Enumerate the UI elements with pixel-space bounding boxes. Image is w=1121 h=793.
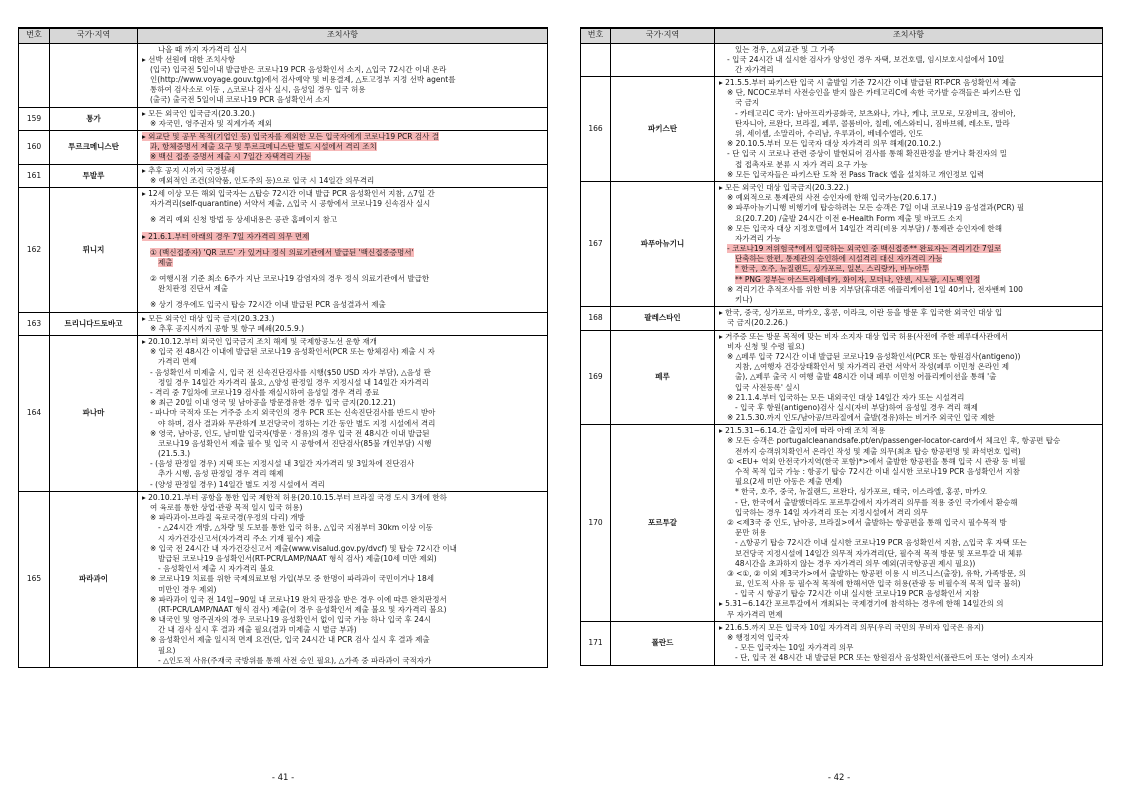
table-row [19,336,548,492]
measure-line: - 단 입국 시 코로나 관련 증상이 발현되어 검사를 통해 확진판정을 받거나 확진자의 밀 [727,149,1008,159]
measure-line: - 격리 중 7일차에 코로나19 검사를 재실시하여 음성일 경우 격리 종료 [150,387,380,397]
page-number: - 42 - [827,773,851,783]
header-no: 번호 [581,28,611,43]
header-measures: 조치사항 [715,28,1103,43]
measure-line [719,275,1098,285]
measure-line: 48시간을 초과하지 않는 경우 자가격리 의무 예외(귀국항공권 제시 필요)) [735,558,976,568]
header-no: 번호 [19,28,50,43]
table-row [581,621,1103,665]
measure-line: 필요(2세 미만 아동은 제출 면제) [735,477,843,487]
measure-line: - △항공기 탑승 72시간 이내 실시한 코로나19 PCR 음성확인서 지참, △입국 후 자택 또는 [735,538,1027,548]
country-name: 팔레스타인 [611,307,715,330]
measure-line: - (음성 판정일 경우) 지택 또는 지정시설 내 3일간 자가격리 및 3일차에 진단검사 [150,459,415,469]
page-42 [580,27,1103,666]
measure-line: - 단, 입국 전 48시간 내 발급된 PCR 또는 항원검사 음성확인서(폴란드어 또는 영어) 소지자 [735,653,1034,663]
measure-line: 자가격리 가능 [735,233,781,243]
row-number [19,43,50,107]
measure-line: 국 금지(20.2.26.) [727,318,788,328]
measure-line: ※ 코로나19 치료를 위한 국제의료보험 가입(부모 중 한명이 파라과이 국민이거나 18세 [150,574,434,584]
country-name: 파키스탄 [611,77,715,182]
measure-line: - (양성 판정일 경우) 14일간 별도 지정 시설에서 격리 [150,479,325,489]
country-name: 트리니다드토바고 [50,312,138,335]
measure-line: ▸ 한국, 중국, 싱가포르, 마카오, 홍콩, 이라크, 이란 등을 방문 후 입국한 외국인 대상 입 [719,308,1003,318]
measure-line [142,132,543,142]
highlighted-text: ① (백신접종자) 'QR 코드' 가 있거나 정식 의료기관에서 발급된 '백신접종증명서' [150,247,414,257]
measure-line [719,254,1098,264]
row-number: 166 [581,77,611,182]
measure-line: ※ 21.5.30.까지 인도/남아공/브라질에서 출발(경유)하는 비거주 외국인 입국 제한 [727,413,995,423]
table-row [19,131,548,165]
measure-line: 비자 신청 및 수령 필요) [727,341,805,351]
table-row [19,312,548,335]
table-row [581,330,1103,425]
measure-line: 가격리 면제 [158,357,197,367]
measure-line: 나올 때 까지 자가격리 실시 [158,44,248,54]
measure-line: 료, 인도적 사유 등 필수적 목적에 한해서만 입국 허용(관광 등 비필수적 목적 입국 불허) [735,579,1021,589]
header-measures: 조치사항 [138,28,548,43]
country-name: 통가 [50,107,138,130]
measure-line: ▸ 12세 이상 모든 해외 입국자는 △탑승 72시간 이내 발급 PCR 음성확인서 지참, △7일 간 [142,188,435,198]
measure-line: ※ 모든 승객은 portugalcleanandsafe.pt/en/passenger-locator-card에서 체크인 후, 항공편 탑승 [727,436,1061,446]
measure-line: (출국) 출국전 5일이내 코로나19 PCR 음성확인서 소지 [150,95,330,105]
highlighted-text: 단축하는 한편, 통제관의 승인하에 시설격리 대신 자가격리 가능 [735,254,943,264]
measure-line: 발급된 코로나19 음성확인서(RT-PCR/LAMP/NAAT 형식 검사) 제출(10세 미만 제외) [158,553,437,563]
row-number: 164 [19,336,50,492]
measure-line: 입국하는 경우 14일 자가격리 또는 지정시설에서 격리 의무 [735,507,928,517]
row-number: 165 [19,491,50,667]
table-row [581,77,1103,182]
measure-line: 출), △페루 출국 시 여행 출발 48시간 이내 페루 이민청 어플리케이션을 통해 '출 [735,372,997,382]
measures-table-page-42 [580,27,1103,666]
measure-line: ※ 파라과이-브라질 육로국경(우정의 다리) 개방 [150,513,305,523]
measure-line [719,244,1098,254]
measure-line: ※ 격리 예외 신청 방법 등 상세내용은 공관 홈페이지 참고 [150,215,338,225]
measure-line: ※ 예외적인 조건(의약품, 인도주의 등)으로 입국 시 14일간 의무격리 [150,175,375,185]
country-name: 포르투갈 [611,425,715,622]
measure-line: ※ 단, NCOC로부터 사전승인을 받지 않은 카테고리C에 속한 국가발 승객들은 파키스탄 입 [727,88,1021,98]
measure-line: (입국) 입국전 5일이내 발급받은 코로나19 PCR 음성확인서 소지, △입국 72시간 이내 온라 [150,64,447,74]
table-row [19,107,548,130]
row-number: 163 [19,312,50,335]
measure-line: ※ 모든 입국자 대상 지정호텔에서 14일간 격리(비용 지부담) / 통제관 승인자에 한해 [727,223,1003,233]
measure-line [142,232,543,242]
country-name [611,43,715,77]
country-name [50,43,138,107]
row-number: 160 [19,131,50,165]
row-number [581,43,611,77]
measure-line: 통하여 검사소로 이동 , △코로나 검사 실시, 음성일 경우 입국 허용 [150,85,366,95]
measures-table-page-41 [18,27,548,668]
measure-line [719,264,1098,274]
measure-line: 요(20.7.20) /출발 24시간 이전 e-Health Form 제출 및 바코드 소지 [735,213,963,223]
measure-line: ② 여행시점 기준 최소 6주가 지난 코로나19 감염자의 경우 정식 의료기관에서 발급한 [150,274,430,284]
measure-line: - 카테고리C 국가: 남아프리카공화국, 보츠와나, 가나, 케냐, 코모로, 모잠비크, 잠비아, [735,108,1016,118]
highlighted-text: - 코로나19 저위험국*에서 입국하는 외국인 중 백신접종** 완료자는 격리기간 7일로 [727,244,1002,254]
table-row [19,164,548,187]
measure-line: ▸ 21.5.5.부터 파키스탄 입국 시 출발일 기준 72시간 이내 발급된 RT-PCR 음성확인서 제출 [719,78,1017,88]
measures-cell [715,330,1103,425]
measure-line: ※ 추후 공지시까지 공항 및 항구 폐쇄(20.5.9.) [150,323,305,333]
measure-line: - 모든 입국자는 10일 자가격리 의무 [735,643,854,653]
measure-line: ① <EU+ 역외 안전국가지역(한국 포함)*>에서 출발한 항공편을 통해 입국 시 관광 등 비필 [727,456,1026,466]
measure-line: ▸ 20.10.21.부터 공항을 통한 입국 제한적 허용(20.10.15.부터 브라질 국경 도시 3개에 한하 [142,492,447,502]
page-number: - 41 - [271,773,295,783]
highlighted-text: ** PNG 정부는 아스트라제네카, 화이자, 모더나, 얀센, 시노팜, 시노백 인정 [735,274,981,284]
measure-line: 미만인 경우 제외) [158,584,217,594]
measure-line: - 입국 후 항원(antigeno)검사 실시(자비 부담)하여 음성일 경우 격리 해제 [735,402,978,412]
measure-line: ③ <①, ② 이외 제3국가>에서 출발하는 항공편 이용 시 비즈니스(출장), 유학, 가족방문, 의 [727,568,1026,578]
measure-line: ※ 파라과이 입국 전 14일~90일 내 코로나19 완치 판정을 받은 경우 이에 따른 완치판정서 [150,594,447,604]
page-41 [18,27,548,668]
header-country: 국가·지역 [611,28,715,43]
measure-line: ▸ 선박 선원에 대한 조치사항 [142,54,235,64]
measure-line: 키나) [735,295,753,304]
measure-line [142,258,543,268]
row-number: 171 [581,621,611,665]
measures-cell [138,187,548,312]
measure-line: (21.5.3.) [158,449,191,459]
measure-line: ※ 영국, 남아공, 인도, 남미발 입국자(방문 · 경유)의 경우 입국 전 48시간 이내 발급된 [150,428,430,438]
measures-cell [138,336,548,492]
country-name: 파나마 [50,336,138,492]
measure-line: ※ 모든 입국자들은 파키스탄 도착 전 Pass Track 앱을 설치하고 개인정보 입력 [727,169,985,179]
measure-line: ※ 행정지역 입국자 [727,633,789,642]
measure-line: - 입국 시 항공기 탑승 72시간 이내 실시한 코로나19 PCR 음성확인서 지참 [735,589,980,599]
measure-line [142,152,543,162]
row-number: 170 [581,425,611,622]
highlighted-text: 과, 항체증명서 제출 요구 및 투르크메니스탄 별도 시설에서 격리 조치 [150,142,377,152]
measure-line: 완치판정 진단서 제출 [158,284,228,294]
measures-cell [715,425,1103,622]
measure-line: - △24시간 개방, △차량 및 도보를 통한 입국 허용, △입국 지점부터 30km 이상 이동 [158,523,433,533]
measures-cell [138,491,548,667]
measure-line: ▸ 21.6.5.까지 모든 입국자 10일 자가격리 의무(우리 국민의 무비자 입국은 유지) [719,622,984,632]
measure-line: 문만 허용 [735,528,767,538]
measure-line: 추가 시행, 음성 판정일 경우 격리 해제 [158,469,284,479]
table-row [581,307,1103,330]
measure-line: 보건당국 지정시설에 14일간 의무적 자가격리(단, 필수적 목적 방문 및 포르투갈 내 체류 [735,548,1023,558]
measure-line: 접 접촉자로 분류 시 자가 격리 요구 가능 [735,159,868,169]
highlighted-text: ▸ 21.6.1.부터 아래의 경우 7일 자가격리 의무 면제 [142,231,310,241]
measure-line: ▸ 20.10.12.부터 외국인 입국금지 조치 해제 및 국제항공노선 운항 재개 [142,337,377,346]
measure-line: ▸ 21.5.31~6.14.간 출입지에 따라 아래 조치 적용 [719,426,886,436]
table-header-row [581,28,1103,43]
measure-line: - 파나마 국적자 또는 거주증 소지 외국인의 경우 PCR 또는 신속진단검사를 반드시 받아 [150,408,436,418]
measure-line: ※ 상기 경우에도 입국시 탑승 72시간 이내 발급된 PCR 음성결과서 제출 [150,300,386,310]
table-row [581,425,1103,622]
measure-line: 입국 사전등록' 실시 [735,382,800,392]
measure-line: 필요) [158,645,176,655]
measures-cell [138,43,548,107]
measure-line: 국 금지 [735,98,760,108]
measure-line: ※ 내국인 및 영주권자의 경우 코로나19 음성확인서 없이 입국 가능 하나 입국 후 24시 [150,615,431,625]
row-number: 168 [581,307,611,330]
row-number: 159 [19,107,50,130]
row-number: 162 [19,187,50,312]
measure-line: 자가격리(self-quarantine) 서약서 제출, △입국 시 공항에서 코로나19 신속검사 실시 [150,199,431,209]
measure-line: ▸ 추후 공지 시까지 국경봉쇄 [142,165,235,175]
measure-line: 지참, △여행자 건강상태확인서 및 자가격리 관련 서약서 작성(페루 이민청 온라인 제 [735,362,1010,372]
measure-line: ※ 입국 전 48시간 이내에 발급된 코로나19 음성확인서(PCR 또는 항체검사) 제출 시 자 [150,347,435,357]
measures-cell [138,164,548,187]
measures-cell [715,181,1103,306]
highlighted-text: 제출 [158,257,173,267]
measure-line: 코로나19 음성확인서 제출 필수 및 입국 시 공항에서 진단검사(85불 개인부담) 시행 [158,438,432,448]
measure-line: - 음성확인서 제출 시 자가격리 불요 [158,564,275,574]
measure-line: ▸ 거주증 또는 방문 목적에 맞는 비자 소지자 대상 입국 허용(사전에 주한 페루대사관에서 [719,331,1008,341]
country-name: 투르크메니스탄 [50,131,138,165]
measure-line: ▸ 모든 외국인 대상 입국금지(20.3.22.) [719,182,849,192]
measure-line: - 음성확인서 미제출 시, 입국 전 신속진단검사를 시행($50 USD 자가 부담), △음성 판 [150,367,431,377]
measure-line [142,142,543,152]
row-number: 169 [581,330,611,425]
table-row [19,187,548,312]
measures-cell [715,307,1103,330]
measure-line: 간 자가격리 [735,64,774,74]
measure-line [142,248,543,258]
measure-line: - 입국 24시간 내 실시한 검사가 양성인 경우 자택, 보건호텔, 임시보호시설에서 10일 [727,54,1005,64]
measure-line: ▸ 5.31~6.14간 포르투갈에서 개최되는 국제경기에 참석하는 경우에 한해 14일간의 의 [719,599,1004,609]
measure-line: - △인도적 사유(주재국 국방위를 통해 사전 승인 필요), △가족 중 파라과이 국적자가 [158,655,432,665]
row-number: 161 [19,164,50,187]
measure-line: ※ 자국민, 영주권자 및 직계가족 제외 [150,118,273,128]
measure-line: ※ 격리기간 추적조사를 위한 비용 지부담(휴대폰 애플리케이션 1일 40키나, 전자밴찌 100 [727,284,1023,294]
country-name: 튀니지 [50,187,138,312]
measure-line: 정일 경우 14일간 자가격리 불요, △양성 판정일 경우 지정시설 내 14일간 자가격리 [158,377,429,387]
measures-cell [715,77,1103,182]
measure-line: ▸ 모든 외국인 입국금지(20.3.20.) [142,108,255,118]
measure-line: ※ △페루 입국 72시간 이내 발급된 코로나19 음성확인서(PCR 또는 항원검사(antigeno)) [727,351,1021,361]
measure-line: (RT-PCR/LAMP/NAAT 형식 검사) 제출(이 경우 음성확인서 제출 불요 및 자가격리 불요) [158,604,447,614]
measures-cell [715,43,1103,77]
table-row [19,43,548,107]
measure-line: ※ 예외적으로 통제관의 사전 승인자에 한해 입국가능(20.6.17.) [727,193,937,203]
country-name: 페루 [611,330,715,425]
table-row [581,43,1103,77]
measure-line: - 단, 한국에서 출발했더라도 포르투갈에서 자가격리 의무를 적용 중인 국가에서 환승해 [735,497,1018,507]
country-name: 투발루 [50,164,138,187]
measure-line: ※ 음성확인서 제출 일시적 면제 요건(단, 입국 24시간 내 PCR 검사 실시 후 결과 제출 [150,635,430,645]
country-name: 폴란드 [611,621,715,665]
measure-line: ※ 최근 20일 이내 영국 및 남아공을 방문경유한 경우 입국 금지(20.12.21) [150,398,396,408]
country-name: 파푸아뉴기니 [611,181,715,306]
table-row [581,181,1103,306]
row-number: 167 [581,181,611,306]
measure-line: 인(http://www.voyage.gouv.tg)에서 검사예약 및 비용결제, △토고정부 지정 선박 agent를 [150,75,456,85]
measure-line: 시 자가건강신고서(자가격리 주소 기재 필수) 제출 [158,533,321,543]
highlighted-text: * 한국, 호주, 뉴질랜드, 싱가포르, 일본, 스리랑카, 바누아투 [735,264,930,274]
measure-line: 여 육로를 통한 상업·관광 목적 일시 입국 허용) [150,503,303,512]
measure-line: ※ 21.1.4.부터 입국하는 모든 내외국인 대상 14일간 자가 또는 시설격리 [727,392,965,402]
measure-line: 있는 경우, △외교관 및 그 가족 [735,44,835,54]
measures-cell [715,621,1103,665]
highlighted-text: ※ 백신 접종 증명서 제출 시 7일간 자택격리 가능 [150,152,311,162]
measure-line: ※ 20.10.5.부터 모든 입국자 대상 자가격리 의무 해제(20.10.2.) [727,139,942,149]
country-name: 파라과이 [50,491,138,667]
measure-line: 무 자가격리 면제 [727,609,783,619]
table-header-row [19,28,548,43]
measure-line: 탄자니아, 르완다, 브라질, 페루, 콜롬비아, 칠레, 에스와티니, 짐바브웨, 레소토, 말라 [735,118,1010,128]
measure-line: ※ 입국 전 24시간 내 자가건강신고서 제출(www.visalud.gov.py/dvcf) 및 탑승 72시간 이내 [150,543,457,553]
measure-line: 전까지 승객위치확인서 온라인 작성 및 제출 의무(최초 탑승 항공편명 및 좌석번호 입력) [735,446,1021,456]
measure-line: 위, 세이셸, 소말리아, 수리남, 우루과이, 베네수엘라, 인도 [735,129,923,138]
measure-line: ② <제3국 중 인도, 남아공, 브라질>에서 출발하는 항공편을 통해 입국시 필수목적 방 [727,517,1007,527]
measure-line: 수적 목적 입국 가능 : 항공기 탑승 72시간 이내 실시한 코로나19 PCR 음성확인서 지참 [735,467,1020,476]
measure-line: 야 하며, 검사 결과와 무관하게 보건당국이 정하는 기간 동안 별도 지정 시설에서 격리 [158,418,436,428]
measures-cell [138,312,548,335]
measure-line: 간 내 검사 실시 후 결과 제출 필요(결과 미제출 시 벌금 부과) [158,625,357,635]
measure-line: ※ 파푸아뉴기니행 비행기에 탑승하려는 모든 승객은 7일 이내 코로나19 음성결과(PCR) 필 [727,203,1025,213]
header-country: 국가·지역 [50,28,138,43]
measure-line: ▸ 모든 외국인 대상 입국 금지(20.3.23.) [142,313,275,323]
table-row [19,491,548,667]
highlighted-text: ▸ 외교단 및 공무 목적(기업인 등) 입국자를 제외한 모든 입국자에게 코로나19 PCR 검사 결 [142,132,439,141]
measures-cell [138,131,548,165]
measures-cell [138,107,548,130]
measure-line: * 한국, 호주, 중국, 뉴질랜드, 르완다, 싱가포르, 태국, 이스라엘, 홍콩, 마카오 [735,487,987,497]
